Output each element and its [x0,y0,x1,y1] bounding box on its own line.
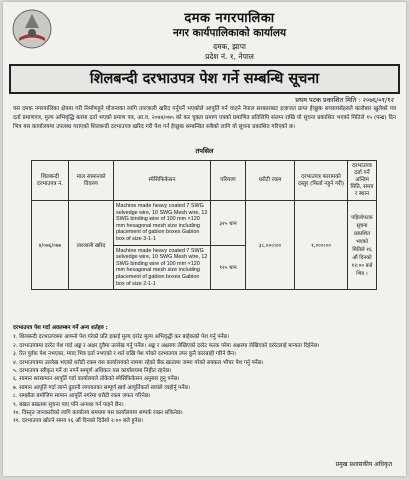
col-header-quantity: परिमाण [211,161,246,201]
condition-item: ९. बखत बखतमा सूचना पाए पनि अन्यथा गर्न पाइने छैन। [13,401,124,408]
cell-quantity-2: १२५ थान [211,245,246,290]
col-header-item: माल सामानको विवरण [69,161,114,201]
cell-item: तारजाली खरिद [69,201,114,290]
conditions-title: दरभाउपत्र पेश गर्दा अवलम्बन गर्ने अन्य शर्तहरु : [13,325,108,331]
col-header-spec: स्पेसिफिकेसन [114,161,211,201]
signatory-title: प्रमुख प्रशासकीय अधिकृत [335,461,392,468]
table-label: तपसिल [195,147,214,155]
condition-item: २. दरभाउपत्रमा दररेट पेश गर्दा अङ्क र अक्षर दुवैमा उल्लेख गर्नु पर्नेछ। अङ्क र अक्षरमा लेखिएको दररेट फरक परेमा अक्षरमा लेखिएको दररेटलाई मान्यता दिईनेछ। [13,342,320,349]
condition-item: ३. रित पुर्वक पेश नभएका, म्याद भित्र दर्ता नभएको र शर्त राखि पेश गरेको दरभाउपत्र उपर कुनै कारबाही गरिने छैन। [13,351,236,358]
notice-page [3,2,406,476]
conditions-section [13,324,396,426]
nepal-emblem-icon [11,8,53,50]
cell-spec-2: Machine made heavy coated 7 SWG selvedge wire, 10 SWG Mesh wire, 12 SWG binding wire of 100 mm ×120 mm hexagonal mesh size including placement of gabion boxes Gabion box of size 2-1-1 [114,245,211,290]
col-header-number: शिलबन्दी दरभाउपत्र नं. [32,161,69,201]
table-row [32,201,377,246]
cell-quantity-1: ३२५ थान [211,201,246,246]
cell-deposit: ३८,०००।०० [246,201,295,290]
office-province: प्रदेश नं. १, नेपाल [205,52,254,61]
col-header-deposit: धरौटी रकम [246,161,295,201]
condition-item: ८. सम्झौता बमोजिम सामान आपूर्ति नगरेमा धरौटी रकम जफत गरिनेछ। [13,393,151,400]
cell-spec-1: Machine made heavy coated 7 SWG selvedge wire, 10 SWG Mesh wire, 12 SWG binding wire of 100 mm ×120 mm hexagonal mesh size including placement of gabion boxes Gabion box of size 3-1-1 [114,201,211,246]
condition-item: ४. दरभाउपत्रमा उल्लेख भएको धरौटी रकम यस कार्यालयको नाममा रहेको बैंक खातामा जम्मा गरेको सक्कल भौचर पेश गर्नु पर्नेछ। [13,359,264,366]
publish-date: प्रथम पटक प्रकाशित मिति : २०७६/०१/१२ [295,96,394,104]
condition-item: ७. सामान आपूर्ति गर्दा लाग्ने ढुवानी लगायतका सम्पूर्ण खर्च आपूर्तिकर्ता स्वयंले व्यहोर्नु पर्नेछ। [13,384,191,391]
office-address: दमक, झापा [213,42,246,51]
table-header-row [32,161,377,201]
condition-item: ६. सामान सरसामान आपूर्ति गर्दा कार्यालयले तोकेको स्पेसिफिकेसन अनुसार हुनु पर्नेछ। [13,376,180,383]
office-name: नगर कार्यपालिकाको कार्यालय [172,27,287,39]
org-name: दमक नगरपालिका [184,11,275,26]
col-header-deadline: दरभाउपत्र दर्ता गर्ने अन्तिम मिति, समय र स्थान [348,161,377,201]
condition-item: १. शिलबन्दी दरभाउपत्रमा आफ्नो पेश गरेको प्रति इकाई मुल्य दररेट मुल्य अभिवृद्धी कर बाहेकको पेश गर्नु पर्नेछ। [13,334,230,341]
condition-item: १०. विस्तृत जानकारीको लागि कार्यालय समयमा यस कार्यालयमा सम्पर्क राख्न सकिनेछ। [13,410,183,417]
cell-deadline: पहिलोपटक सूचना प्रकाशित भएको मितिले १६ औं दिनको १२:०० बजे भित्र । [348,201,377,290]
intro-paragraph: यस दमक नगरपालिका क्षेत्रमा गरी निर्माणहुने योजनाका लागि तारजाली खरिद गर्नुपर्ने भएकोले आपूर्ति गर्न चाहने नेपाल सरकारबाट इजाजत प्राप्त ईच्छुक सप्लायर्सहरुले कारोबार खुलेको पत्र दर्ता प्रमाणपत्र, मुल्य अभिवृद्धि करमा दर्ता भएको प्रमाण पत्र, आ.व. २०७४/०७५ को कर चुक्ता प्रमाण पत्रको प्रमाणित प्रतिलिपि संलग्न राखि यो सूचना प्रकाशित भएको मितिले १५ (पन्ध्र) दिन भित्र यस कार्यालयमा उपलब्ध गराएको शिलबन्दी दरभाउपत्र खरिद गरी पेश गर्न ईच्छुक सम्बन्धित सबैको लागि यो सूचना प्रकाशित गरिएको छ। [13,106,396,130]
cell-fee: १,०००।०० [295,201,348,290]
condition-item: ११. दरभाउपत्र खोल्ने समय १६ औं दिनको दिउँसो २:०० बजे हुनेछ। [13,418,144,425]
tender-schedule-table [31,160,377,290]
condition-item: ५. दरभाउपत्र स्वीकृत गर्ने वा नगर्ने सम्पूर्ण अधिकार यस कार्यालयमा निहीत रहनेछ। [13,368,172,375]
notice-title: शिलबन्दी दरभाउपत्र पेश गर्ने सम्बन्धि सूचना [9,64,400,94]
col-header-fee: दरभाउपत्र फारामको दस्तुर (फिर्ता नहुने गरी) [295,161,348,201]
cell-number: ४/०७६/०७७ [32,201,69,290]
